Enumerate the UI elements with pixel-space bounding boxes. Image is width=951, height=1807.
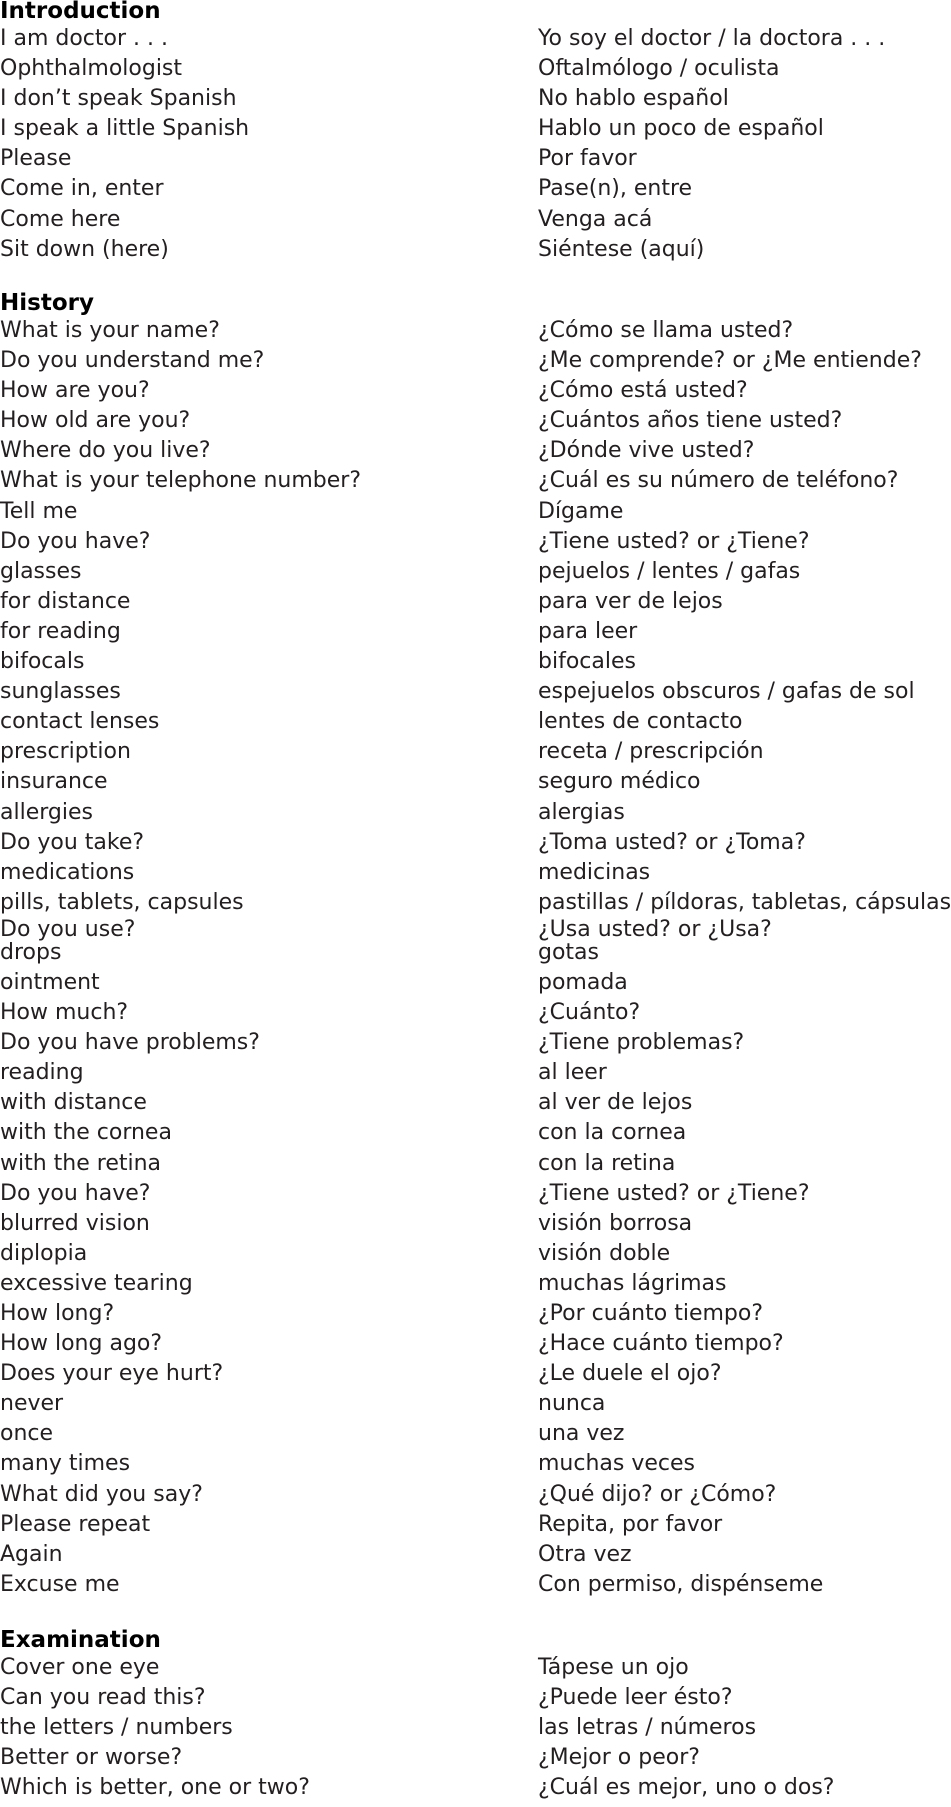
english-phrase: pills, tablets, capsules: [0, 889, 244, 915]
phrase-row: [0, 54, 900, 84]
spanish-phrase: visión borrosa: [538, 1210, 693, 1236]
phrase-row: [0, 1299, 900, 1329]
spanish-phrase: pastillas / píldoras, tabletas, cápsulas: [538, 889, 951, 915]
phrase-row: [0, 497, 900, 527]
english-phrase: insurance: [0, 769, 108, 795]
spanish-phrase: ¿Cuántos años tiene usted?: [538, 408, 843, 434]
spanish-phrase: al ver de lejos: [538, 1090, 693, 1116]
spanish-phrase: lentes de contacto: [538, 709, 743, 735]
spanish-phrase: ¿Qué dijo? or ¿Cómo?: [538, 1481, 777, 1507]
english-phrase: How much?: [0, 1000, 129, 1026]
spanish-phrase: ¿Tiene usted? or ¿Tiene?: [538, 1180, 810, 1206]
phrase-row: [0, 1683, 900, 1713]
english-phrase: Do you understand me?: [0, 348, 265, 374]
spanish-phrase: ¿Por cuánto tiempo?: [538, 1301, 764, 1326]
english-phrase: for reading: [0, 618, 121, 644]
spanish-phrase: receta / prescripción: [538, 739, 764, 765]
spanish-phrase: Yo soy el doctor / la doctora . . .: [538, 26, 886, 51]
phrase-row: [0, 1449, 900, 1479]
spanish-phrase: gotas: [538, 939, 599, 965]
phrase-row: [0, 466, 900, 496]
phrase-row: [0, 174, 900, 204]
phrase-row: [0, 1149, 900, 1179]
spanish-phrase: Hablo un poco de español: [538, 116, 824, 142]
phrase-row: [0, 1389, 900, 1419]
spanish-phrase: Por favor: [538, 146, 637, 172]
phrase-row: [0, 1329, 900, 1359]
phrase-row: [0, 1269, 900, 1299]
phrase-row: [0, 436, 900, 466]
phrase-row: [0, 1480, 900, 1510]
phrase-list: [0, 24, 900, 265]
english-phrase: diplopia: [0, 1240, 88, 1266]
phrase-row: [0, 1118, 900, 1148]
spanish-phrase: ¿Cuánto?: [538, 1000, 641, 1026]
spanish-phrase: bifocales: [538, 649, 636, 675]
section-examination: [0, 1627, 900, 1803]
phrase-row: [0, 1179, 900, 1209]
english-phrase: Which is better, one or two?: [0, 1775, 310, 1801]
phrase-row: [0, 235, 900, 265]
spanish-phrase: Dígame: [538, 498, 624, 524]
english-phrase: drops: [0, 939, 62, 965]
phrase-row: [0, 647, 900, 677]
english-phrase: Again: [0, 1541, 63, 1567]
english-phrase: glasses: [0, 558, 82, 584]
spanish-phrase: ¿Cuál es mejor, uno o dos?: [538, 1775, 835, 1801]
phrase-row: [0, 828, 900, 858]
english-phrase: I am doctor . . .: [0, 26, 168, 51]
phrase-row: [0, 1359, 900, 1389]
phrase-row: [0, 707, 900, 737]
spanish-phrase: Repita, por favor: [538, 1511, 723, 1537]
spanish-phrase: ¿Tiene problemas?: [538, 1030, 745, 1056]
phrase-row: [0, 767, 900, 797]
spanish-phrase: visión doble: [538, 1240, 671, 1266]
english-phrase: Can you read this?: [0, 1685, 206, 1711]
spanish-phrase: ¿Usa usted? or ¿Usa?: [538, 916, 772, 942]
phrase-row: [0, 1058, 900, 1088]
english-phrase: medications: [0, 859, 135, 885]
phrase-row: [0, 617, 900, 647]
english-phrase: Do you have?: [0, 528, 151, 554]
spanish-phrase: ¿Mejor o peor?: [538, 1745, 700, 1771]
phrase-row: [0, 1239, 900, 1269]
spanish-phrase: pomada: [538, 969, 628, 995]
english-phrase: Do you use?: [0, 916, 136, 942]
spanish-phrase: muchas lágrimas: [538, 1270, 727, 1296]
english-phrase: Tell me: [0, 498, 78, 524]
english-phrase: Does your eye hurt?: [0, 1361, 224, 1387]
english-phrase: with the cornea: [0, 1120, 172, 1146]
english-phrase: many times: [0, 1451, 131, 1477]
english-phrase: Please: [0, 146, 72, 172]
phrase-row: [0, 677, 915, 707]
phrase-row: [0, 798, 900, 828]
phrase-row: [0, 737, 900, 767]
english-phrase: sunglasses: [0, 679, 121, 705]
phrase-row: [0, 24, 900, 54]
phrase-row: [0, 114, 900, 144]
spanish-phrase: nunca: [538, 1391, 606, 1417]
phrase-row: [0, 1510, 900, 1540]
english-phrase: ointment: [0, 969, 100, 995]
english-phrase: Cover one eye: [0, 1655, 160, 1680]
section-heading: History: [0, 290, 94, 316]
phrase-row: [0, 968, 900, 998]
phrase-row: [0, 916, 900, 942]
spanish-phrase: muchas veces: [538, 1451, 695, 1477]
spanish-phrase: medicinas: [538, 859, 651, 885]
spanish-phrase: Otra vez: [538, 1541, 632, 1567]
spanish-phrase: ¿Le duele el ojo?: [538, 1361, 722, 1387]
english-phrase: Excuse me: [0, 1571, 120, 1597]
english-phrase: I speak a little Spanish: [0, 116, 250, 142]
spanish-phrase: ¿Toma usted? or ¿Toma?: [538, 829, 806, 855]
phrase-row: [0, 858, 900, 888]
phrase-row: [0, 316, 900, 346]
english-phrase: How long ago?: [0, 1331, 163, 1357]
english-phrase: How are you?: [0, 378, 150, 404]
phrase-row: [0, 888, 951, 918]
spanish-phrase: seguro médico: [538, 769, 701, 795]
spanish-phrase: Con permiso, dispénseme: [538, 1571, 824, 1597]
section-introduction: [0, 0, 900, 265]
spanish-phrase: ¿Tiene usted? or ¿Tiene?: [538, 528, 810, 554]
english-phrase: the letters / numbers: [0, 1715, 233, 1741]
phrase-row: [0, 938, 900, 968]
phrase-row: [0, 144, 900, 174]
spanish-phrase: Oftalmólogo / oculista: [538, 56, 780, 82]
english-phrase: Where do you live?: [0, 438, 211, 464]
english-phrase: with the retina: [0, 1150, 162, 1176]
phrase-row: [0, 376, 900, 406]
spanish-phrase: para leer: [538, 618, 638, 644]
english-phrase: never: [0, 1391, 64, 1417]
spanish-phrase: Siéntese (aquí): [538, 236, 705, 262]
spanish-phrase: para ver de lejos: [538, 588, 723, 614]
english-phrase: How old are you?: [0, 408, 191, 434]
english-phrase: Sit down (here): [0, 236, 169, 262]
english-phrase: How long?: [0, 1301, 115, 1326]
spanish-phrase: Venga acá: [538, 206, 653, 232]
phrase-row: [0, 527, 900, 557]
english-phrase: blurred vision: [0, 1210, 150, 1236]
english-phrase: What is your telephone number?: [0, 468, 362, 494]
phrase-list: [0, 316, 951, 1600]
spanish-phrase: Tápese un ojo: [538, 1655, 689, 1680]
phrase-row: [0, 1209, 900, 1239]
section-history: [0, 290, 951, 1600]
phrase-row: [0, 1570, 900, 1600]
phrase-row: [0, 1743, 900, 1773]
phrase-row: [0, 998, 900, 1028]
english-phrase: prescription: [0, 739, 131, 765]
phrase-row: [0, 406, 900, 436]
phrase-row: [0, 1419, 900, 1449]
english-phrase: bifocals: [0, 649, 85, 675]
english-phrase: reading: [0, 1060, 84, 1086]
spanish-phrase: ¿Puede leer ésto?: [538, 1685, 733, 1711]
spanish-phrase: alergias: [538, 799, 625, 825]
phrase-row: [0, 1540, 900, 1570]
english-phrase: What did you say?: [0, 1481, 203, 1507]
phrase-row: [0, 1713, 900, 1743]
english-phrase: Do you have?: [0, 1180, 151, 1206]
phrase-row: [0, 205, 900, 235]
phrase-row: [0, 557, 900, 587]
english-phrase: for distance: [0, 588, 131, 614]
phrase-list: [0, 1653, 900, 1803]
english-phrase: Ophthalmologist: [0, 56, 183, 82]
spanish-phrase: espejuelos obscuros / gafas de sol: [538, 679, 915, 705]
english-phrase: Better or worse?: [0, 1745, 183, 1771]
english-phrase: Come in, enter: [0, 176, 164, 202]
spanish-phrase: una vez: [538, 1421, 625, 1447]
spanish-phrase: ¿Cómo está usted?: [538, 378, 748, 404]
spanish-phrase: pejuelos / lentes / gafas: [538, 558, 801, 584]
spanish-phrase: ¿Hace cuánto tiempo?: [538, 1331, 784, 1357]
english-phrase: allergies: [0, 799, 93, 825]
spanish-phrase: al leer: [538, 1060, 607, 1086]
spanish-phrase: las letras / números: [538, 1715, 757, 1741]
spanish-phrase: ¿Me comprende? or ¿Me entiende?: [538, 348, 922, 374]
spanish-phrase: No hablo español: [538, 86, 729, 112]
phrase-row: [0, 1773, 900, 1803]
phrase-row: [0, 1028, 900, 1058]
english-phrase: What is your name?: [0, 318, 220, 343]
spanish-phrase: con la cornea: [538, 1120, 687, 1146]
english-phrase: with distance: [0, 1090, 147, 1116]
english-phrase: once: [0, 1421, 54, 1447]
section-heading: Examination: [0, 1627, 161, 1653]
phrase-row: [0, 1088, 900, 1118]
phrase-row: [0, 346, 922, 376]
spanish-phrase: ¿Dónde vive usted?: [538, 438, 755, 464]
phrase-row: [0, 587, 900, 617]
english-phrase: contact lenses: [0, 709, 160, 735]
phrase-row: [0, 84, 900, 114]
phrase-row: [0, 1653, 900, 1683]
spanish-phrase: ¿Cómo se llama usted?: [538, 318, 794, 343]
english-phrase: excessive tearing: [0, 1270, 193, 1296]
spanish-phrase: con la retina: [538, 1150, 676, 1176]
english-phrase: Come here: [0, 206, 121, 232]
section-heading: Introduction: [0, 0, 161, 24]
english-phrase: Please repeat: [0, 1511, 151, 1537]
english-phrase: I don’t speak Spanish: [0, 86, 237, 112]
spanish-phrase: Pase(n), entre: [538, 176, 693, 202]
english-phrase: Do you take?: [0, 829, 145, 855]
spanish-phrase: ¿Cuál es su número de teléfono?: [538, 468, 899, 494]
english-phrase: Do you have problems?: [0, 1030, 260, 1056]
